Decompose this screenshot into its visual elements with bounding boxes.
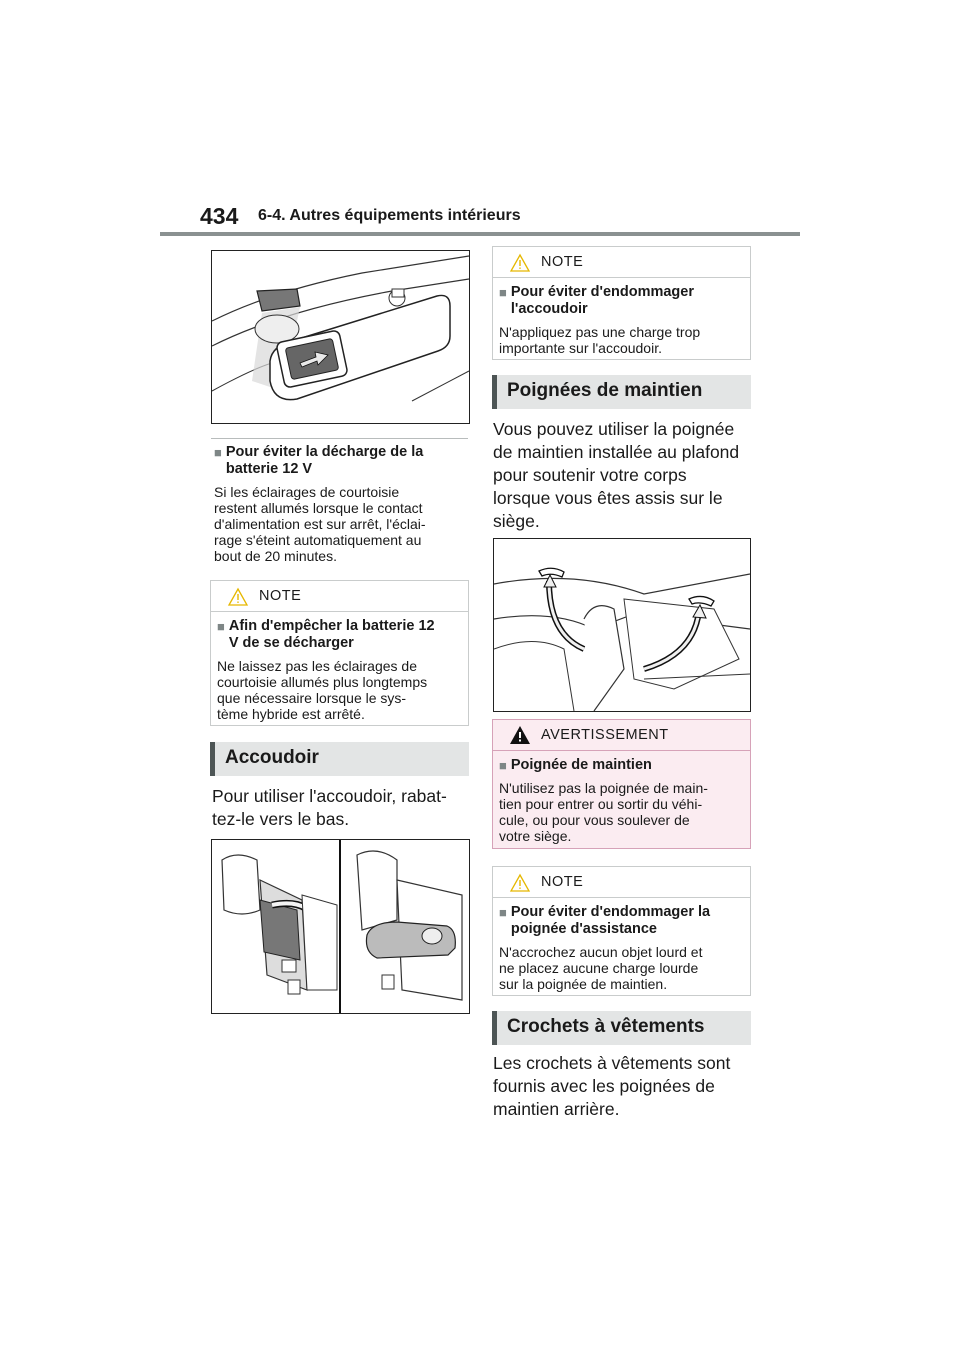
note-armrest-box [492, 246, 751, 360]
battery-tip [214, 444, 469, 564]
armrest-text: Pour utiliser l'accoudoir, rabat- tez-le vers le bas. [212, 786, 447, 829]
note-label: NOTE [541, 874, 584, 890]
square-bullet-icon: ■ [499, 905, 507, 920]
note-header [493, 867, 750, 898]
section-heading-handles: Poignées de maintien [492, 375, 751, 409]
note-grip-box [492, 866, 751, 996]
note-header [211, 581, 468, 612]
section-heading-armrest: Accoudoir [210, 742, 469, 776]
section-heading-hooks: Crochets à vêtements [492, 1011, 751, 1045]
courtesy-light-illustration [212, 251, 469, 423]
page-number: 434 [200, 203, 239, 229]
square-bullet-icon: ■ [499, 285, 507, 300]
assist-grip-figure [493, 538, 751, 712]
warning-label: AVERTISSEMENT [541, 727, 669, 743]
note-armrest-title: ■ Pour éviter d'endommager l'accoudoir [499, 284, 694, 317]
caution-triangle-icon [509, 873, 531, 893]
warning-header [493, 720, 750, 751]
note-label: NOTE [541, 254, 584, 270]
hooks-text: Les crochets à vêtements sont fournis avec les poignées de maintien arrière. [493, 1053, 731, 1119]
battery-tip-text: Si les éclairages de courtoisie restent allumés lorsque le contact d'alimentation est sur arrêt, l'éclai- rage s'éteint automatiquement au bout de 20 minutes. [214, 484, 426, 564]
assist-grip-illustration [494, 539, 750, 711]
note-battery-title: ■ Afin d'empêcher la batterie 12 V de se décharger [217, 618, 435, 651]
courtesy-light-figure [211, 250, 470, 424]
caution-triangle-icon [227, 587, 249, 607]
warning-text: N'utilisez pas la poignée de main- tien pour entrer ou sortir du véhi- cule, ou pour vous soulever de votre siège. [499, 780, 708, 844]
note-header [493, 247, 750, 278]
note-battery-box [210, 580, 469, 726]
armrest-figure [211, 839, 470, 1014]
note-grip-text: N'accrochez aucun objet lourd et ne placez aucune charge lourde sur la poignée de maintien. [499, 944, 703, 992]
note-battery-text: Ne laissez pas les éclairages de courtoisie allumés plus longtemps que nécessaire lorsque le sys- tème hybride est arrêté. [217, 658, 428, 722]
chapter-title: 6-4. Autres équipements intérieurs [258, 207, 521, 224]
square-bullet-icon: ■ [214, 445, 222, 460]
handles-text: Vous pouvez utiliser la poignée de maintien installée au plafond pour soutenir votre corps lorsque vous êtes assis sur le siège. [493, 419, 740, 531]
note-grip-title: ■ Pour éviter d'endommager la poignée d'assistance [499, 904, 711, 937]
warning-box [492, 719, 751, 849]
battery-tip-title: ■ Pour éviter la décharge de la batterie 12 V [214, 444, 424, 477]
square-bullet-icon: ■ [217, 619, 225, 634]
warning-triangle-icon [509, 725, 531, 745]
note-armrest-text: N'appliquez pas une charge trop importante sur l'accoudoir. [499, 324, 701, 356]
armrest-illustration [212, 840, 469, 1013]
tip-divider [211, 438, 468, 439]
square-bullet-icon: ■ [499, 758, 507, 773]
note-label: NOTE [259, 588, 302, 604]
header-rule [160, 232, 800, 236]
warning-title: ■ Poignée de maintien [499, 757, 652, 773]
caution-triangle-icon [509, 253, 531, 273]
